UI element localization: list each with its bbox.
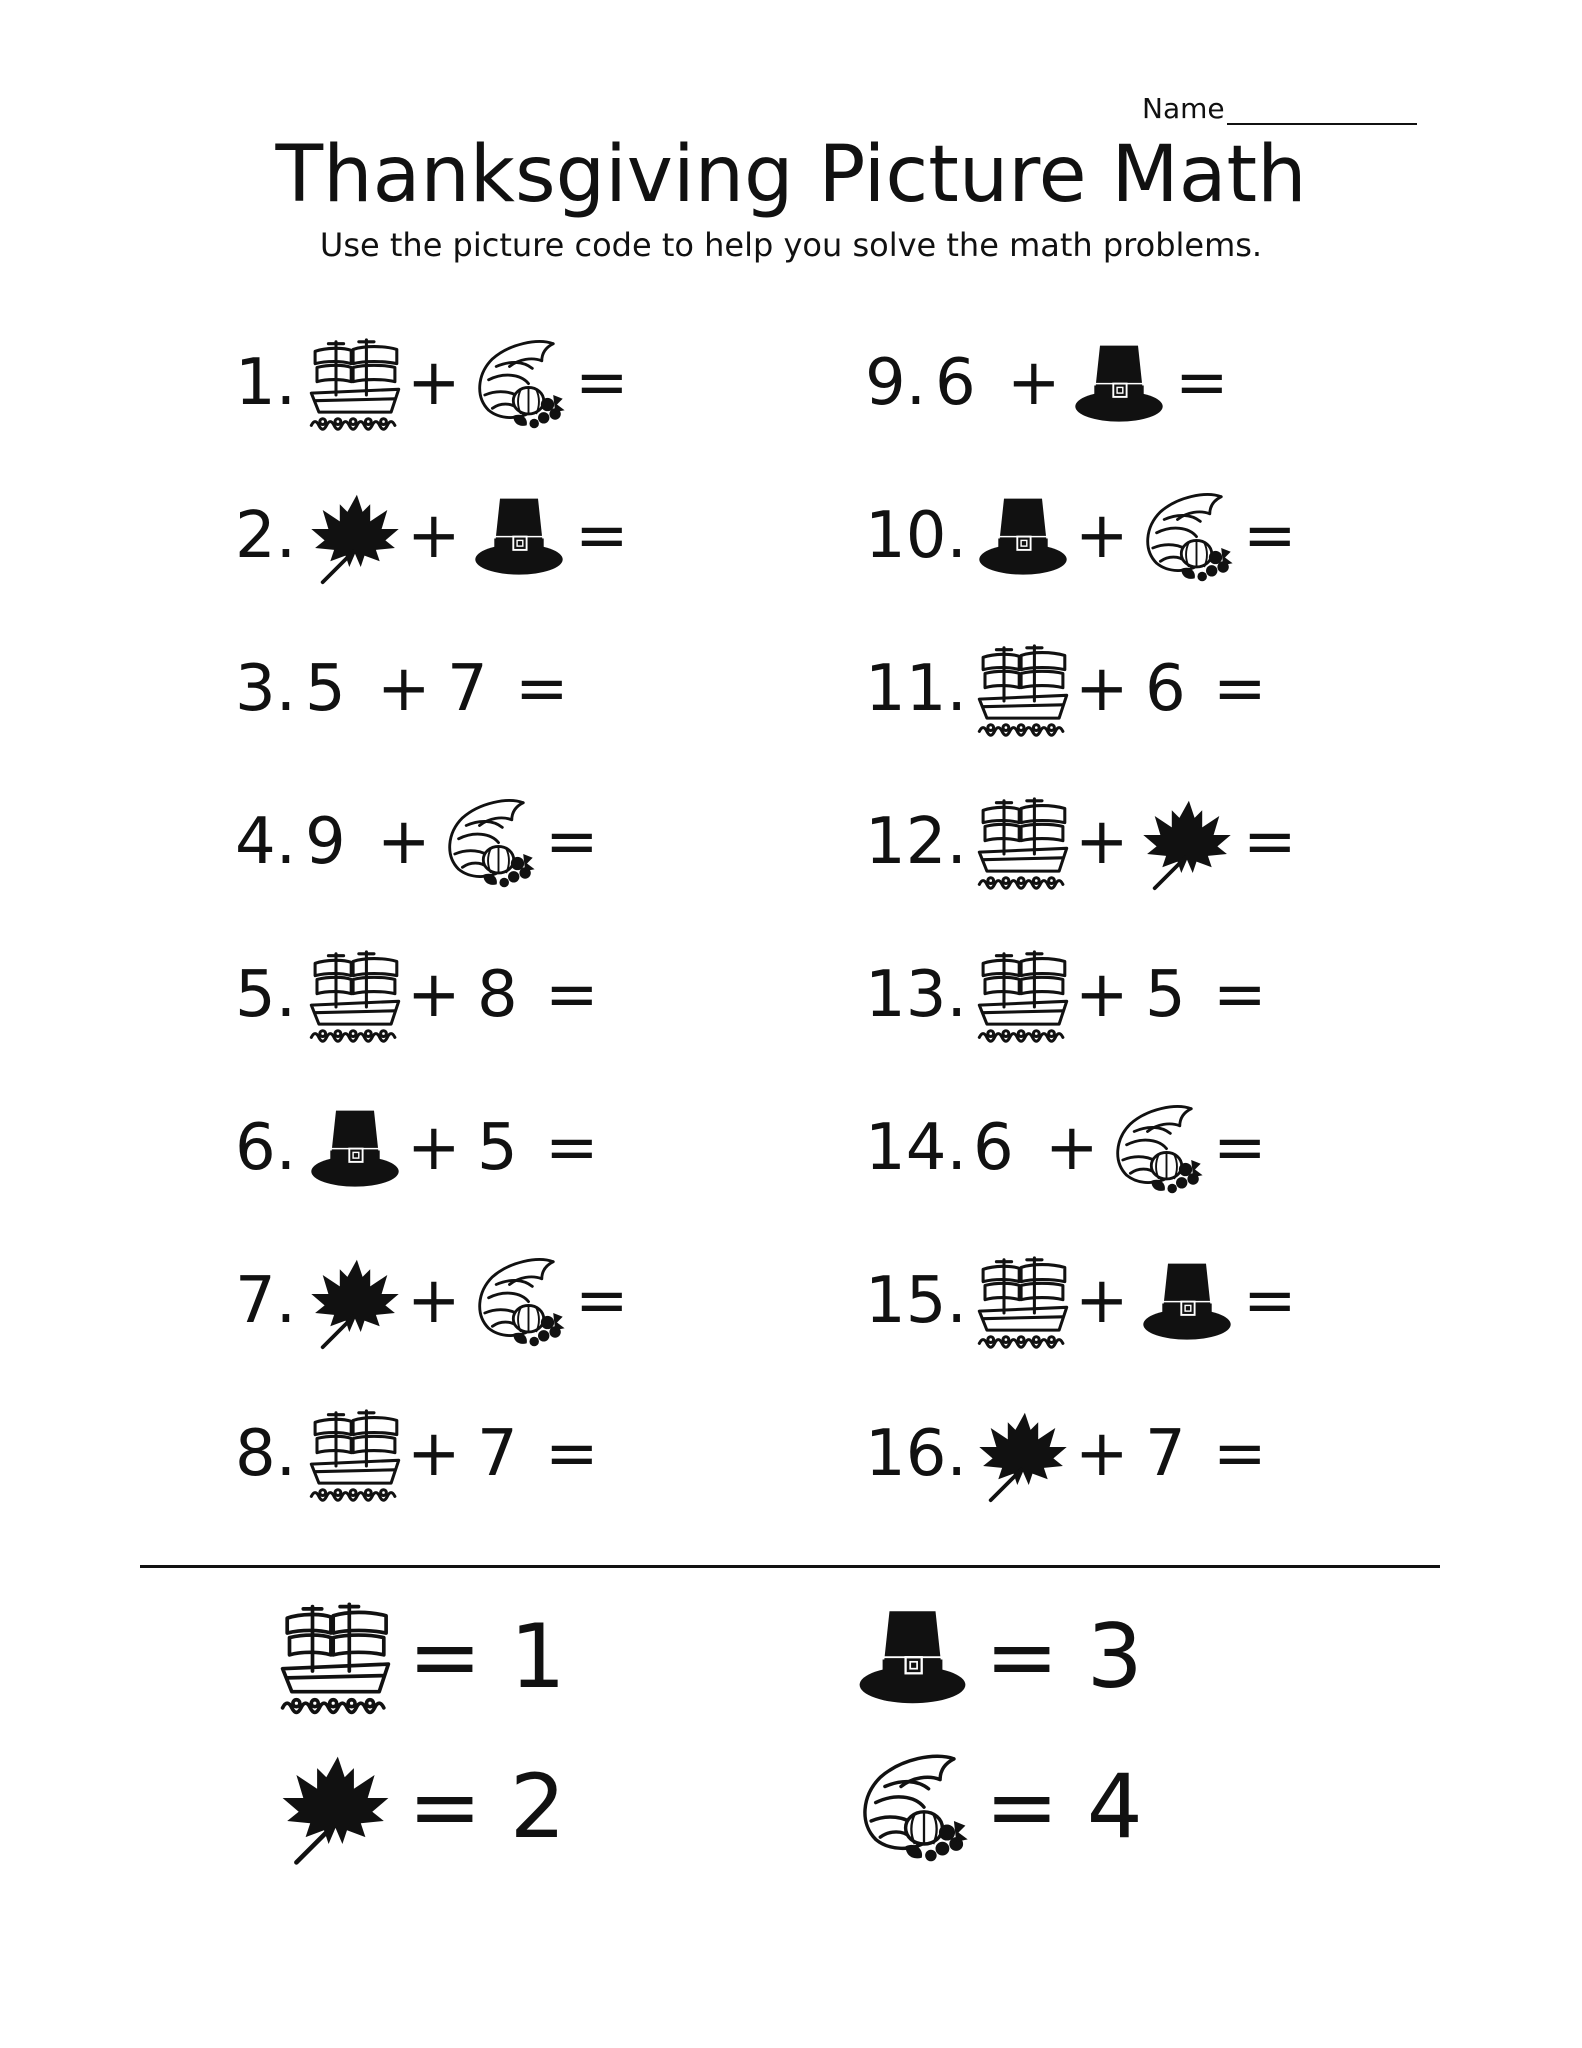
pilgrim-hat-icon	[469, 491, 569, 586]
name-label: Name	[1142, 92, 1225, 125]
equals-sign: =	[575, 499, 629, 573]
name-blank-line[interactable]	[1227, 97, 1417, 125]
problem-number: 3.	[235, 652, 297, 726]
equals-sign: =	[1243, 805, 1297, 879]
equals-sign: =	[515, 652, 569, 726]
equals-sign: =	[1213, 958, 1267, 1032]
equals-sign: =	[575, 346, 629, 420]
problem-number: 11.	[865, 652, 967, 726]
page-title: Thanksgiving Picture Math	[275, 130, 1307, 220]
problem-number: 5.	[235, 958, 297, 1032]
cornucopia-icon	[439, 797, 539, 892]
mayflower-ship-icon	[278, 1602, 393, 1717]
problem-number: 1.	[235, 346, 297, 420]
mayflower-ship-icon	[973, 644, 1073, 739]
problem-number: 14.	[865, 1111, 967, 1185]
plus-sign: +	[1075, 499, 1129, 573]
divider-line	[140, 1565, 1440, 1568]
equals-sign: =	[1243, 499, 1297, 573]
cornucopia-icon	[469, 1256, 569, 1351]
problem-operand-b: 7	[447, 652, 488, 726]
plus-sign: +	[407, 1264, 461, 1338]
equals-sign: =	[1243, 1264, 1297, 1338]
plus-sign: +	[1075, 805, 1129, 879]
problem-operand-a: 5	[305, 652, 346, 726]
cornucopia-icon	[1107, 1103, 1207, 1198]
key-value: = 2	[408, 1755, 566, 1858]
pilgrim-hat-icon	[305, 1103, 405, 1198]
problem-number: 13.	[865, 958, 967, 1032]
plus-sign: +	[1075, 958, 1129, 1032]
key-value: = 4	[985, 1755, 1143, 1858]
key-value: = 3	[985, 1605, 1143, 1708]
pilgrim-hat-icon	[1137, 1256, 1237, 1351]
problem-number: 12.	[865, 805, 967, 879]
plus-sign: +	[1045, 1111, 1099, 1185]
equals-sign: =	[575, 1264, 629, 1338]
problem-operand-a: 6	[935, 346, 976, 420]
cornucopia-icon	[469, 338, 569, 433]
maple-leaf-icon	[305, 1256, 405, 1351]
key-value: = 1	[408, 1605, 566, 1708]
problem-number: 15.	[865, 1264, 967, 1338]
equals-sign: =	[1213, 1111, 1267, 1185]
pilgrim-hat-icon	[855, 1602, 970, 1717]
cornucopia-icon	[1137, 491, 1237, 586]
mayflower-ship-icon	[973, 1256, 1073, 1351]
plus-sign: +	[1007, 346, 1061, 420]
problem-operand-b: 5	[1145, 958, 1186, 1032]
problem-number: 10.	[865, 499, 967, 573]
equals-sign: =	[545, 805, 599, 879]
plus-sign: +	[407, 958, 461, 1032]
equals-sign: =	[545, 1111, 599, 1185]
plus-sign: +	[1075, 1264, 1129, 1338]
problem-operand-a: 6	[973, 1111, 1014, 1185]
problem-number: 2.	[235, 499, 297, 573]
plus-sign: +	[407, 1417, 461, 1491]
problem-number: 9.	[865, 346, 927, 420]
pilgrim-hat-icon	[973, 491, 1073, 586]
mayflower-ship-icon	[305, 338, 405, 433]
equals-sign: =	[1213, 1417, 1267, 1491]
maple-leaf-icon	[278, 1752, 393, 1867]
name-field[interactable]	[1142, 92, 1417, 125]
plus-sign: +	[407, 346, 461, 420]
instructions-text: Use the picture code to help you solve the math problems.	[319, 226, 1263, 264]
problem-operand-b: 8	[477, 958, 518, 1032]
maple-leaf-icon	[305, 491, 405, 586]
maple-leaf-icon	[973, 1409, 1073, 1504]
mayflower-ship-icon	[973, 797, 1073, 892]
equals-sign: =	[545, 1417, 599, 1491]
mayflower-ship-icon	[973, 950, 1073, 1045]
cornucopia-icon	[855, 1752, 970, 1867]
problem-operand-b: 6	[1145, 652, 1186, 726]
pilgrim-hat-icon	[1069, 338, 1169, 433]
plus-sign: +	[1075, 652, 1129, 726]
problem-operand-b: 5	[477, 1111, 518, 1185]
problem-number: 4.	[235, 805, 297, 879]
equals-sign: =	[545, 958, 599, 1032]
problem-operand-b: 7	[1145, 1417, 1186, 1491]
mayflower-ship-icon	[305, 950, 405, 1045]
equals-sign: =	[1213, 652, 1267, 726]
equals-sign: =	[1175, 346, 1229, 420]
problem-operand-a: 9	[305, 805, 346, 879]
maple-leaf-icon	[1137, 797, 1237, 892]
problem-number: 16.	[865, 1417, 967, 1491]
mayflower-ship-icon	[305, 1409, 405, 1504]
problem-number: 6.	[235, 1111, 297, 1185]
plus-sign: +	[377, 652, 431, 726]
problem-number: 8.	[235, 1417, 297, 1491]
plus-sign: +	[407, 1111, 461, 1185]
plus-sign: +	[377, 805, 431, 879]
problem-operand-b: 7	[477, 1417, 518, 1491]
plus-sign: +	[1075, 1417, 1129, 1491]
plus-sign: +	[407, 499, 461, 573]
problem-number: 7.	[235, 1264, 297, 1338]
